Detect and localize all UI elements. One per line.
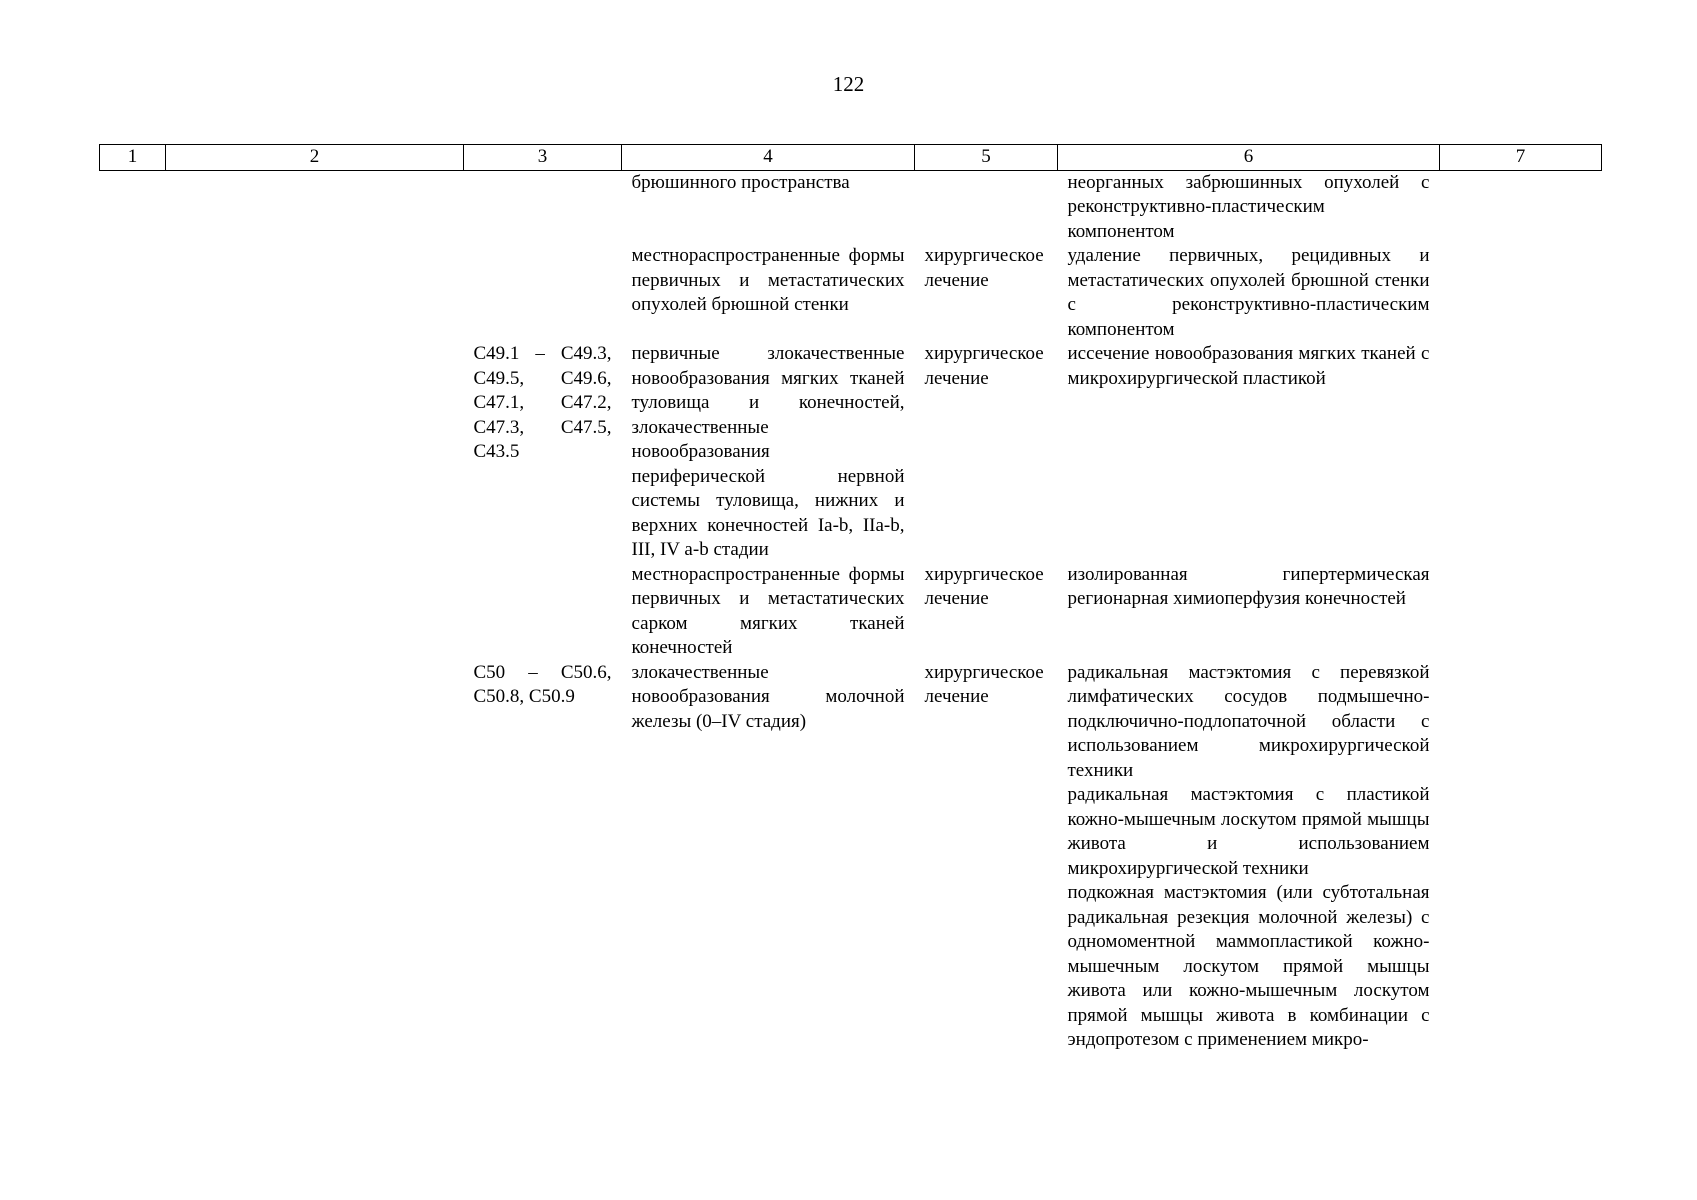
table-row	[100, 563, 1602, 661]
table-row	[100, 244, 1602, 342]
treatment-type: хирургическое лечение	[924, 343, 1044, 389]
treatment-method: иссечение новообразования мягких тканей с микрохирургической пластикой	[1067, 343, 1430, 389]
treatment-method: изолированная гипертермическая регионарная химиоперфузия конечностей	[1067, 563, 1430, 609]
treatment-type: хирургическое лечение	[924, 661, 1044, 707]
treatment-type: хирургическое лечение	[924, 245, 1044, 291]
treatment-method: удаление первичных, рецидивных и метастатических опухолей брюшной стенки с реконструктивно-пластическим компонентом	[1067, 245, 1430, 340]
procedures-table	[99, 144, 1602, 1053]
table-row	[100, 661, 1602, 1053]
treatment-method: неорганных забрюшинных опухолей с реконструктивно-пластическим компонентом	[1067, 171, 1430, 242]
icd-codes	[464, 244, 622, 342]
column-header-7: 7	[1440, 145, 1602, 171]
table-row	[100, 342, 1602, 563]
treatment-method: радикальная мастэктомия с перевязкой лимфатических сосудов подмышечно-подключично-подлопаточной области с использованием микрохирургической техники	[1067, 661, 1430, 781]
treatment-type: хирургическое лечение	[924, 563, 1044, 609]
column-header-4: 4	[622, 145, 915, 171]
column-header-6: 6	[1058, 145, 1440, 171]
column-number-row	[100, 145, 1602, 171]
column-header-3: 3	[464, 145, 622, 171]
treatment-method: радикальная мастэктомия с пластикой кожно-мышечным лоскутом прямой мышцы живота и использованием микрохирургической техники	[1067, 784, 1430, 879]
page-number: 122	[832, 72, 865, 96]
treatment-methods	[1058, 661, 1440, 1053]
diagnosis: брюшинного пространства	[631, 171, 850, 193]
table-row	[100, 170, 1602, 244]
column-header-1: 1	[100, 145, 166, 171]
icd-codes	[464, 563, 622, 661]
diagnosis: злокачественные новообразования молочной железы (0–IV стадия)	[631, 661, 905, 732]
icd-codes: C49.1 – C49.3, C49.5, C49.6, C47.1, C47.2, C47.3, C47.5, C43.5	[473, 343, 612, 462]
icd-codes: C50 – C50.6, C50.8, C50.9	[473, 661, 612, 707]
treatment-method: подкожная мастэктомия (или субтотальная радикальная резекция молочной железы) с одномоментной маммопластикой кожно-мышечным лоскутом прямой мышцы живота или кожно-мышечным лоскутом прямой мышцы живота в комбинации с эндопротезом с применением микро-	[1067, 882, 1430, 1050]
diagnosis: первичные злокачественные новообразования мягких тканей туловища и конечностей, злокачественные новообразования периферической нервной системы туловища, нижних и верхних конечностей Ia-b, IIa-b, III, IV a-b стадии	[631, 343, 905, 560]
diagnosis: местнораспространенные формы первичных и метастатических опухолей брюшной стенки	[631, 245, 905, 315]
column-header-2: 2	[166, 145, 464, 171]
treatment-type	[915, 170, 1058, 244]
icd-codes	[464, 170, 622, 244]
diagnosis: местнораспространенные формы первичных и метастатических сарком мягких тканей конечностей	[631, 563, 905, 658]
column-header-5: 5	[915, 145, 1058, 171]
